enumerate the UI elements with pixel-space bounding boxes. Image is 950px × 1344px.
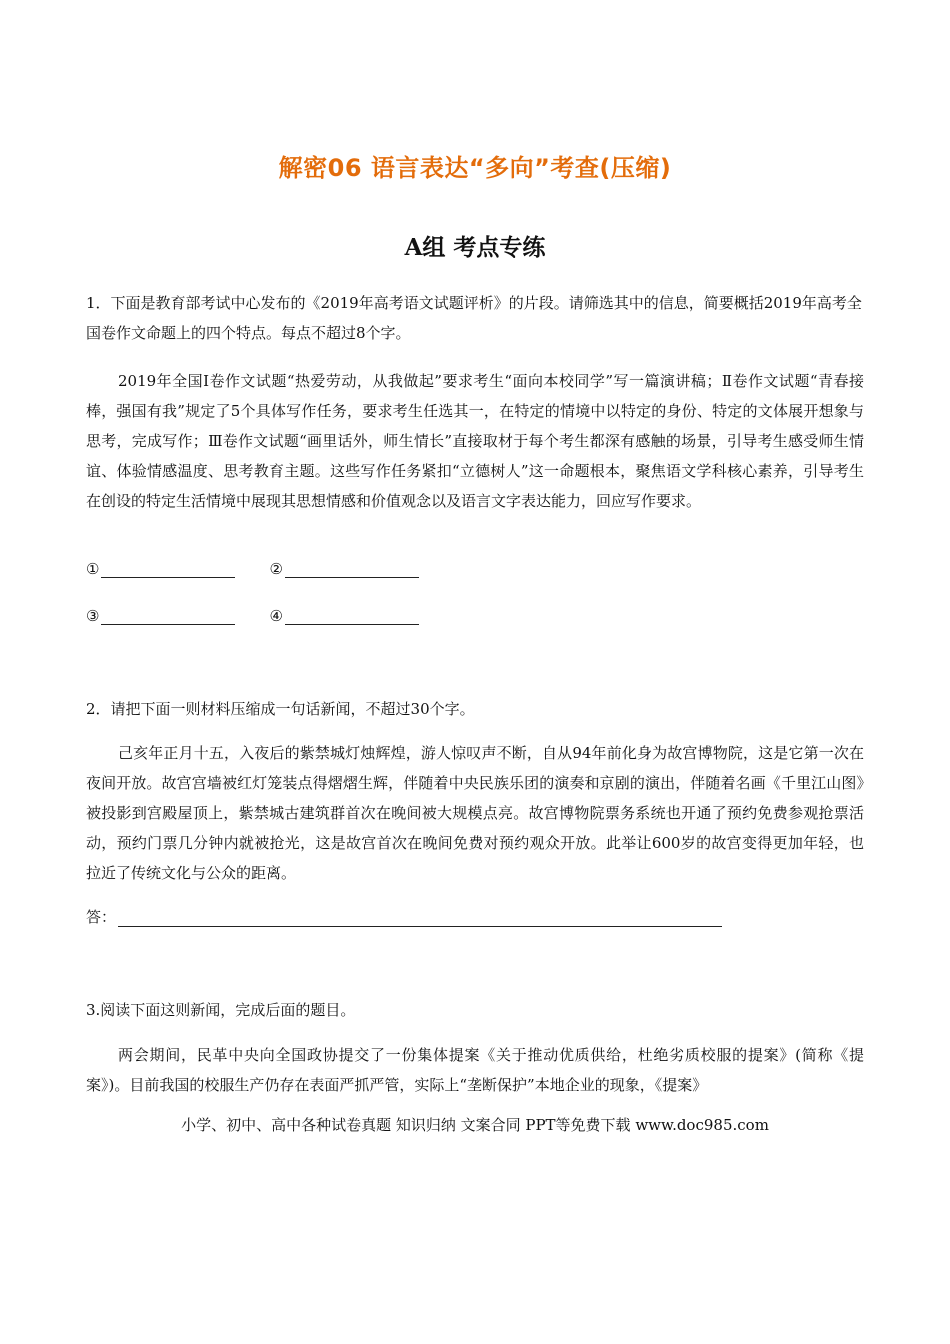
question-3-passage: 两会期间，民革中央向全国政协提交了一份集体提案《关于推动优质供给，杜绝劣质校服的提案》(简称《提案》)。目前我国的校服生产仍存在表面严抓严管，实际上“垄断保护”本地企业的现象，《提案》 (86, 1046, 864, 1094)
answer-blank-2[interactable]: ② (269, 560, 418, 578)
answer-blank-4[interactable]: ④ (269, 607, 418, 625)
answer-blanks-row-2 (86, 607, 419, 625)
question-2-passage: 己亥年正月十五，入夜后的紫禁城灯烛辉煌，游人惊叹声不断，自从94年前化身为故宫博物院，这是它第一次在夜间开放。故宫宫墙被红灯笼装点得熠熠生辉，伴随着中央民族乐团的演奏和京剧的演出，伴随着名画《千里江山图》被投影到宫殿屋顶上，紫禁城古建筑群首次在晚间被大规模点亮。故宫博物院票务系统也开通了预约免费参观抢票活动，预约门票几分钟内就被抢光，这是故宫首次在晚间免费对预约观众开放。此举让600岁的故宫变得更加年轻，也拉近了传统文化与公众的距离。 (86, 744, 864, 882)
question-2-prompt: 2．请把下面一则材料压缩成一句话新闻，不超过30个字。 (86, 700, 475, 718)
answer-line[interactable] (86, 906, 722, 927)
page-footer: 小学、初中、高中各种试卷真题 知识归纳 文案合同 PPT等免费下载 www.doc985.com (181, 1116, 769, 1134)
answer-label: 答： (86, 908, 117, 926)
question-1-prompt: 1．下面是教育部考试中心发布的《2019年高考语文试题评析》的片段。请筛选其中的信息，简要概括2019年高考全国卷作文命题上的四个特点。每点不超过8个字。 (86, 294, 862, 342)
page-title: 解密06 语言表达“多向”考查(压缩) (278, 154, 672, 182)
answer-blanks-row-1 (86, 560, 419, 578)
section-heading: A组 考点专练 (404, 234, 546, 261)
question-1-passage: 2019年全国Ⅰ卷作文试题“热爱劳动，从我做起”要求考生“面向本校同学”写一篇演讲稿；Ⅱ卷作文试题“青春接棒，强国有我”规定了5个具体写作任务，要求考生任选其一，在特定的情境中以特定的身份、特定的文体展开想象与思考，完成写作；Ⅲ卷作文试题“画里话外，师生情长”直接取材于每个考生都深有感触的场景，引导考生感受师生情谊、体验情感温度、思考教育主题。这些写作任务紧扣“立德树人”这一命题根本，聚焦语文学科核心素养，引导考生在创设的特定生活情境中展现其思想情感和价值观念以及语言文字表达能力，回应写作要求。 (86, 372, 864, 510)
answer-blank-3[interactable]: ③ (86, 607, 235, 625)
answer-blank-1[interactable]: ① (86, 560, 235, 578)
question-3-prompt: 3.阅读下面这则新闻，完成后面的题目。 (86, 1001, 356, 1019)
